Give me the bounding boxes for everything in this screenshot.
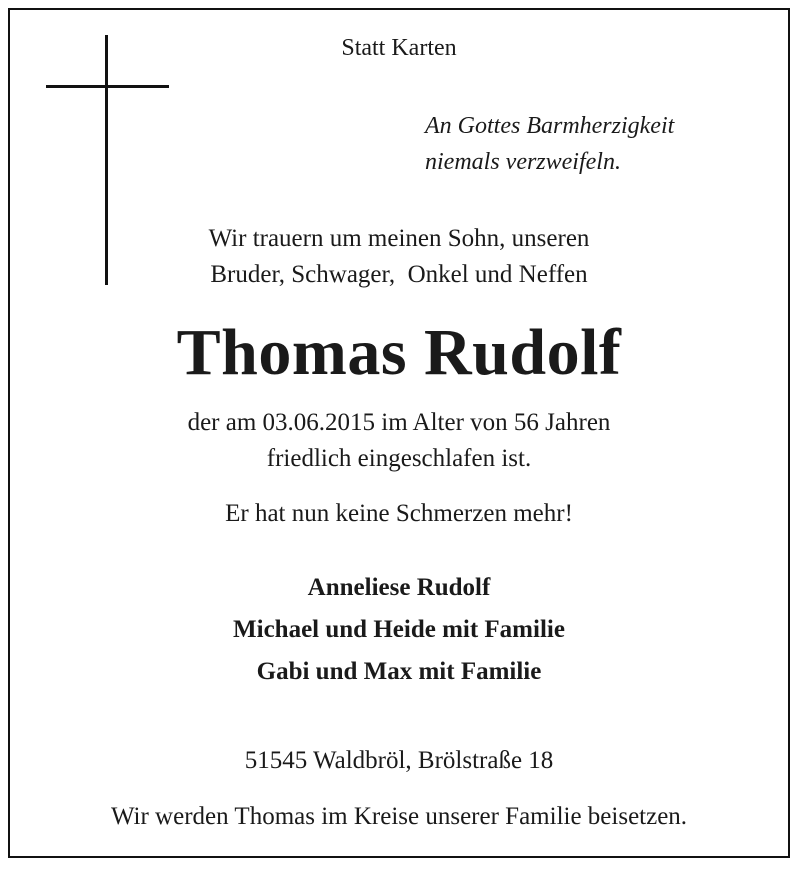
mourners-list [10, 567, 788, 693]
cross-icon-bar [46, 85, 169, 88]
intro-line: Bruder, Schwager, Onkel und Neffen [210, 261, 588, 288]
mourner: Anneliese Rudolf [307, 574, 491, 601]
death-line: der am 03.06.2015 im Alter von 56 Jahren [187, 409, 611, 436]
quote-line: An Gottes Barmherzigkeit [425, 113, 675, 139]
mourner: Michael und Heide mit Familie [233, 616, 565, 643]
mourning-intro [10, 221, 788, 293]
obituary-notice [8, 8, 790, 858]
family-address: 51545 Waldbröl, Brölstraße 18 [244, 747, 554, 774]
intro-line: Wir trauern um meinen Sohn, unseren [208, 225, 590, 252]
deceased-name: Thomas Rudolf [176, 316, 622, 389]
notice-heading: Statt Karten [341, 35, 457, 61]
mourner: Gabi und Max mit Familie [256, 658, 542, 685]
burial-note: Wir werden Thomas im Kreise unserer Familie beisetzen. [110, 803, 688, 830]
closing-sentence: Er hat nun keine Schmerzen mehr! [225, 500, 573, 527]
death-line: friedlich eingeschlafen ist. [266, 445, 532, 472]
quote-line: niemals verzweifeln. [425, 149, 621, 175]
bible-quote [425, 108, 674, 180]
death-details [10, 405, 788, 477]
